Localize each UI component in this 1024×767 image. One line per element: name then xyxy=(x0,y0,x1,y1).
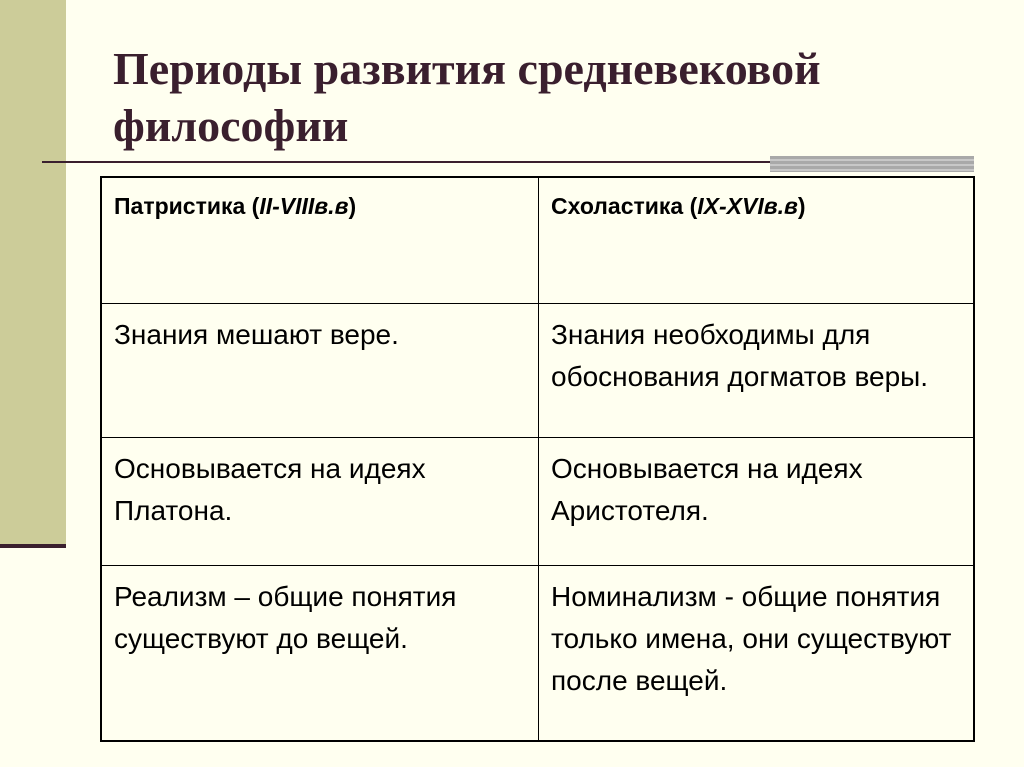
header-name-patristics: Патристика xyxy=(114,193,246,219)
table-row xyxy=(101,566,974,741)
title-underline xyxy=(42,161,786,163)
cell-patristics-knowledge: Знания мешают вере. xyxy=(101,304,539,438)
cell-scholasticism-basis: Основывается на идеях Аристотеля. xyxy=(539,438,975,566)
cell-patristics-basis: Основывается на идеях Платона. xyxy=(101,438,539,566)
side-bar-accent-line xyxy=(0,544,66,548)
table-row xyxy=(101,438,974,566)
cell-scholasticism-nominalism: Номинализм - общие понятия только имена, они существуют после вещей. xyxy=(539,566,975,741)
table-row xyxy=(101,304,974,438)
header-cell-patristics: Патристика (II-VIIIв.в) xyxy=(101,177,539,304)
header-period-patristics: II-VIIIв.в xyxy=(259,193,349,219)
slide-title: Периоды развития средневековой философии xyxy=(113,43,821,151)
header-cell-scholasticism: Схоластика (IX-XVIв.в) xyxy=(539,177,975,304)
cell-scholasticism-knowledge: Знания необходимы для обоснования догматов веры. xyxy=(539,304,975,438)
cell-patristics-realism: Реализм – общие понятия существуют до вещей. xyxy=(101,566,539,741)
header-name-scholasticism: Схоластика xyxy=(551,193,684,219)
table-header-row xyxy=(101,177,974,304)
title-underline-shadow xyxy=(770,156,974,172)
decorative-side-bar xyxy=(0,0,66,548)
header-period-scholasticism: IX-XVIв.в xyxy=(697,193,798,219)
periods-table xyxy=(100,176,975,742)
